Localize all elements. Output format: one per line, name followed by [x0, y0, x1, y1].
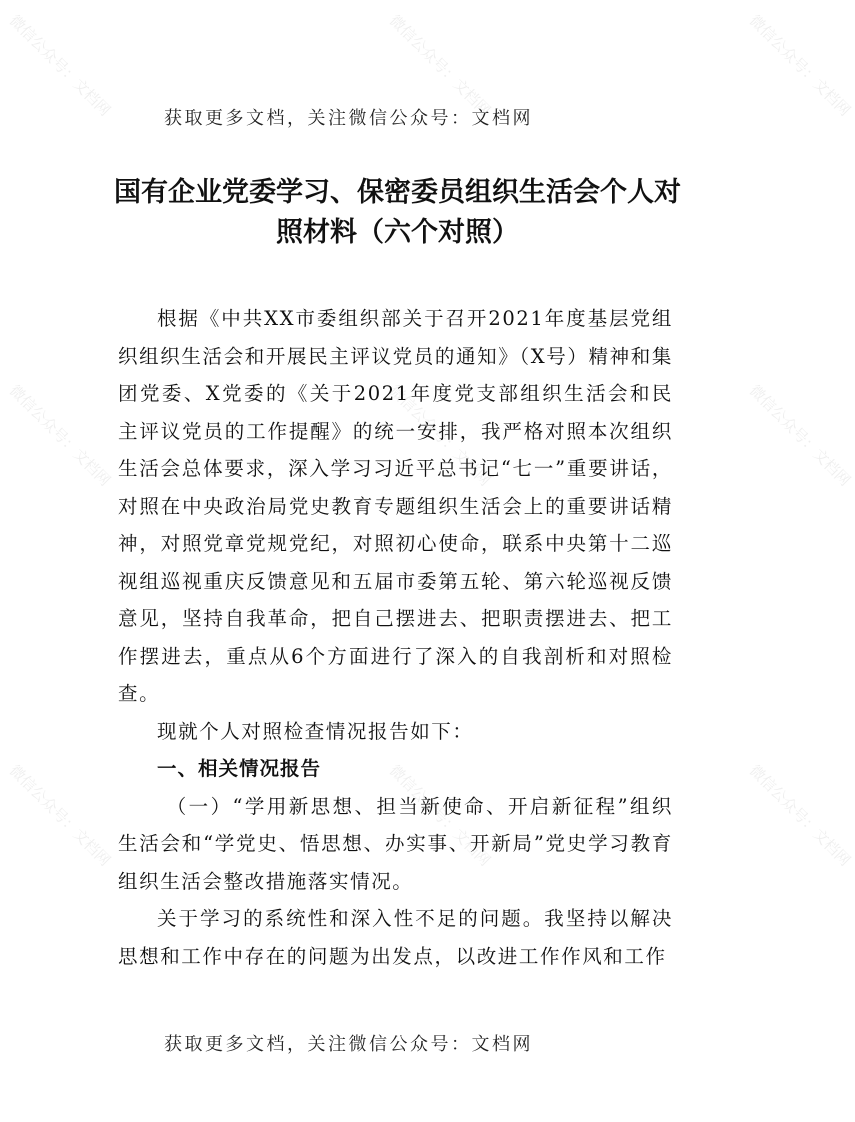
watermark: 微信公众号：文档网 [385, 11, 495, 120]
watermark: 微信公众号：文档网 [5, 381, 115, 490]
document-title: 国有企业党委学习、保密委员组织生活会个人对照材料（六个对照） [114, 177, 681, 248]
watermark: 微信公众号：文档网 [745, 381, 855, 490]
watermark: 微信公众号：文档网 [745, 11, 855, 120]
watermark: 微信公众号：文档网 [385, 381, 495, 490]
paragraph-intro: 根据《中共XX市委组织部关于召开2021年度基层党组织组织生活会和开展民主评议党员的通知》（X号）精神和集团党委、X党委的《关于2021年度党支部组织生活会和民主评议党员的工作提醒》的统一安排，我严格对照本次组织生活会总体要求，深入学习习近平总书记“七一”重要讲话，对照在中央政治局党史教育专题组织生活会上的重要讲话精神，对照党章党规党纪，对照初心使命，联系中央第十二巡视组巡视重庆反馈意见和五届市委第五轮、第六轮巡视反馈意见，坚持自我革命，把自己摆进去、把职责摆进去、把工作摆进去，重点从6个方面进行了深入的自我剖析和对照检查。 [118, 307, 673, 705]
watermark: 微信公众号：文档网 [745, 761, 855, 870]
watermark: 微信公众号：文档网 [5, 761, 115, 870]
document-body [118, 300, 673, 975]
watermark: 微信公众号：文档网 [385, 761, 495, 870]
header-note: 获取更多文档，关注微信公众号：文档网 [164, 108, 533, 129]
watermark: 微信公众号：文档网 [5, 11, 115, 120]
subsection-paragraph: （一）“学用新思想、担当新使命、开启新征程”组织生活会和“学党史、悟思想、办实事、开新局”党史学习教育组织生活会整改措施落实情况。 [118, 794, 673, 893]
footer-note: 获取更多文档，关注微信公众号：文档网 [164, 1034, 533, 1055]
paragraph-study-issue: 关于学习的系统性和深入性不足的问题。我坚持以解决思想和工作中存在的问题为出发点，以改进工作作风和工作 [118, 907, 673, 968]
paragraph-report-lead: 现就个人对照检查情况报告如下： [157, 719, 474, 743]
section-heading: 一、相关情况报告 [157, 757, 322, 780]
